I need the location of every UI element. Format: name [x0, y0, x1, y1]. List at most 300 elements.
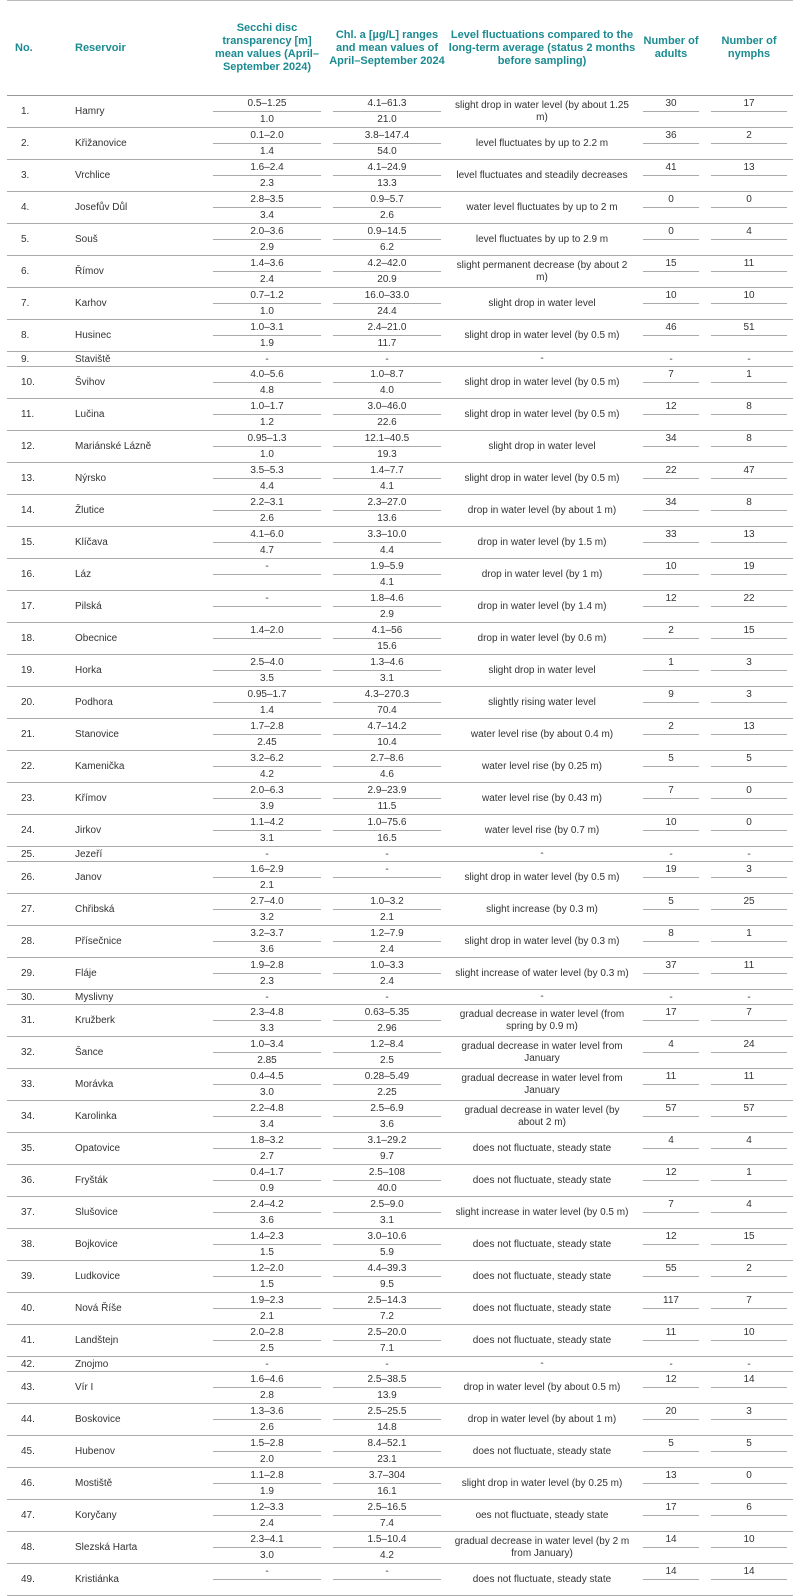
- secchi-cell: [207, 224, 327, 255]
- nymphs-count-value: 5: [711, 751, 787, 767]
- reservoir-name: Nýrsko: [75, 473, 107, 484]
- chl-cell-bottom: 7.4: [380, 1518, 394, 1529]
- level-fluctuation: slight drop in water level (by 0.5 m): [464, 376, 620, 388]
- chl-cell-bottom: 7.1: [380, 1343, 394, 1354]
- row-number: 42.: [21, 1358, 35, 1370]
- row-number: 43.: [21, 1382, 35, 1393]
- reservoir-name: Karolinka: [75, 1111, 117, 1122]
- adults-count: [637, 591, 705, 622]
- chl-cell-bottom: 13.3: [377, 178, 397, 189]
- level-fluctuation: water level rise (by 0.25 m): [481, 760, 603, 772]
- secchi-cell: [207, 1165, 327, 1196]
- table-row: [7, 1069, 793, 1101]
- nymphs-count: [705, 862, 793, 893]
- secchi-cell: [207, 1468, 327, 1499]
- table-row: [7, 719, 793, 751]
- adults-count: [637, 399, 705, 430]
- row-number: 23.: [21, 793, 35, 804]
- nymphs-count: -: [747, 1358, 751, 1370]
- nymphs-count-value: 4: [711, 224, 787, 240]
- nymphs-count: -: [747, 991, 751, 1003]
- level-fluctuation: does not fluctuate, steady state: [472, 1142, 612, 1154]
- chl-cell: [327, 399, 447, 430]
- adults-count: [637, 192, 705, 223]
- nymphs-count-value: 10: [711, 288, 787, 304]
- adults-count-value: 5: [643, 894, 699, 910]
- chl-cell: [327, 655, 447, 686]
- table-row: [7, 431, 793, 463]
- chl-cell: [327, 1069, 447, 1100]
- secchi-cell-bottom: 1.4: [260, 705, 274, 716]
- row-number: 35.: [21, 1143, 35, 1154]
- chl-cell-bottom: 9.5: [380, 1279, 394, 1290]
- secchi-cell: [207, 160, 327, 191]
- chl-cell-bottom: 2.4: [380, 944, 394, 955]
- table-row: [7, 591, 793, 623]
- reservoir-name: Vír I: [75, 1382, 94, 1393]
- table-row: [7, 1325, 793, 1357]
- chl-cell-bottom: 21.0: [377, 114, 397, 125]
- table-row: [7, 527, 793, 559]
- secchi-cell-top: -: [213, 1564, 321, 1580]
- reservoir-name: Josefův Důl: [75, 202, 128, 213]
- chl-cell: [327, 320, 447, 351]
- level-fluctuation: slight drop in water level (by 0.5 m): [464, 871, 620, 883]
- secchi-cell-top: 0.7–1.2: [213, 288, 321, 304]
- nymphs-count: [705, 1133, 793, 1164]
- table-row: [7, 1133, 793, 1165]
- chl-cell-bottom: 4.1: [380, 481, 394, 492]
- row-number: 44.: [21, 1414, 35, 1425]
- adults-count: [637, 1500, 705, 1531]
- secchi-cell-bottom: 3.0: [260, 1087, 274, 1098]
- table-row: [7, 288, 793, 320]
- row-number: 32.: [21, 1047, 35, 1058]
- secchi-cell-bottom: 1.5: [260, 1279, 274, 1290]
- nymphs-count: [705, 1500, 793, 1531]
- row-number: 24.: [21, 825, 35, 836]
- chl-cell-top: 1.0–75.6: [333, 815, 441, 831]
- table-row: [7, 1564, 793, 1596]
- secchi-cell: [207, 1261, 327, 1292]
- reservoir-name: Hubenov: [75, 1446, 116, 1457]
- secchi-cell-bottom: 3.4: [260, 1119, 274, 1130]
- table-row: [7, 1500, 793, 1532]
- secchi-cell-top: 0.95–1.3: [213, 431, 321, 447]
- secchi-cell: [207, 1069, 327, 1100]
- chl-cell: [327, 1436, 447, 1467]
- secchi-cell-top: 2.2–4.8: [213, 1101, 321, 1117]
- row-number: 11.: [21, 409, 35, 420]
- adults-count-value: 20: [643, 1404, 699, 1420]
- secchi-cell: [207, 862, 327, 893]
- row-number: 9.: [21, 353, 30, 365]
- secchi-cell-top: 1.4–2.3: [213, 1229, 321, 1245]
- table-row: [7, 990, 793, 1005]
- secchi-cell: [207, 367, 327, 398]
- table-row: [7, 751, 793, 783]
- adults-count: [637, 926, 705, 957]
- secchi-cell-top: 3.5–5.3: [213, 463, 321, 479]
- secchi-cell-top: 4.0–5.6: [213, 367, 321, 383]
- level-fluctuation: slight permanent decrease (by about 2 m): [456, 259, 628, 283]
- chl-cell-top: 2.5–108: [333, 1165, 441, 1181]
- table-row: [7, 655, 793, 687]
- level-fluctuation: slight drop in water level (by 0.25 m): [461, 1477, 623, 1489]
- nymphs-count-value: 0: [711, 815, 787, 831]
- adults-count-value: 36: [643, 128, 699, 144]
- chl-cell-top: 2.5–14.3: [333, 1293, 441, 1309]
- reservoir-name: Boskovice: [75, 1414, 121, 1425]
- chl-cell-top: 4.1–56: [333, 623, 441, 639]
- adults-count-value: 12: [643, 1229, 699, 1245]
- secchi-cell: [207, 128, 327, 159]
- chl-cell-top: 1.2–8.4: [333, 1037, 441, 1053]
- nymphs-count-value: 11: [711, 256, 787, 272]
- chl-cell-top: 16.0–33.0: [333, 288, 441, 304]
- chl-cell: [327, 751, 447, 782]
- nymphs-count: [705, 128, 793, 159]
- row-number: 1.: [21, 106, 30, 117]
- adults-count-value: 12: [643, 1372, 699, 1388]
- chl-cell: [327, 431, 447, 462]
- reservoir-name: Kružberk: [75, 1015, 116, 1026]
- row-number: 22.: [21, 761, 35, 772]
- adults-count-value: 34: [643, 495, 699, 511]
- reservoir-name: Švihov: [75, 377, 106, 388]
- row-number: 29.: [21, 968, 35, 979]
- chl-cell: [327, 96, 447, 127]
- reservoir-name: Myslivny: [75, 991, 114, 1003]
- chl-cell: [327, 1564, 447, 1595]
- adults-count-value: 37: [643, 958, 699, 974]
- secchi-cell: [207, 431, 327, 462]
- reservoir-name: Klíčava: [75, 537, 108, 548]
- chl-cell-bottom: 3.1: [380, 1215, 394, 1226]
- adults-count-value: 7: [643, 367, 699, 383]
- adults-count: [637, 160, 705, 191]
- chl-cell: [327, 559, 447, 590]
- reservoir-name: Římov: [75, 266, 104, 277]
- chl-cell-top: 1.5–10.4: [333, 1532, 441, 1548]
- secchi-cell: [207, 1372, 327, 1403]
- header-level: Level fluctuations compared to the long-term average (status 2 months before sampling): [448, 28, 636, 67]
- adults-count-value: 8: [643, 926, 699, 942]
- secchi-cell-bottom: [207, 1580, 327, 1595]
- chl-cell: [327, 288, 447, 319]
- secchi-cell-bottom: 1.4: [260, 146, 274, 157]
- nymphs-count: [705, 1468, 793, 1499]
- chl-cell: [327, 256, 447, 287]
- secchi-cell-top: 0.5–1.25: [213, 96, 321, 112]
- reservoir-name: Žlutice: [75, 505, 105, 516]
- adults-count: [637, 1101, 705, 1132]
- nymphs-count-value: 4: [711, 1133, 787, 1149]
- row-number: 39.: [21, 1271, 35, 1282]
- adults-count: [637, 495, 705, 526]
- nymphs-count-value: 11: [711, 958, 787, 974]
- adults-count: [637, 1325, 705, 1356]
- chl-cell: [327, 1325, 447, 1356]
- reservoir-name: Pilská: [75, 601, 102, 612]
- nymphs-count: [705, 399, 793, 430]
- adults-count-value: 14: [643, 1564, 699, 1580]
- secchi-cell-bottom: 2.8: [260, 1390, 274, 1401]
- level-fluctuation: slight drop in water level (by 0.5 m): [464, 408, 620, 420]
- nymphs-count-value: 10: [711, 1532, 787, 1548]
- level-fluctuation: slight drop in water level: [488, 440, 596, 452]
- chl-cell-top: 3.7–304: [333, 1468, 441, 1484]
- adults-count: [637, 687, 705, 718]
- table-row: [7, 926, 793, 958]
- row-number: 25.: [21, 848, 35, 860]
- nymphs-count: [705, 1069, 793, 1100]
- chl-cell-top: 2.5–6.9: [333, 1101, 441, 1117]
- table-row: [7, 1357, 793, 1372]
- nymphs-count-value: 13: [711, 719, 787, 735]
- row-number: 33.: [21, 1079, 35, 1090]
- secchi-cell-bottom: 3.0: [260, 1550, 274, 1561]
- chl-cell-bottom: 11.5: [377, 801, 397, 812]
- reservoir-name: Fláje: [75, 968, 97, 979]
- reservoir-name: Mostiště: [75, 1478, 113, 1489]
- chl-cell-bottom: 20.9: [377, 274, 397, 285]
- row-number: 19.: [21, 665, 35, 676]
- nymphs-count-value: 13: [711, 527, 787, 543]
- chl-cell-bottom: 40.0: [377, 1183, 397, 1194]
- secchi-cell: [207, 527, 327, 558]
- chl-cell: -: [385, 353, 389, 365]
- level-fluctuation: -: [540, 848, 544, 859]
- table-row: [7, 958, 793, 990]
- level-fluctuation: level fluctuates and steadily decreases: [456, 169, 628, 181]
- row-number: 13.: [21, 473, 35, 484]
- secchi-cell-bottom: 2.0: [260, 1454, 274, 1465]
- secchi-cell-bottom: 2.5: [260, 1343, 274, 1354]
- row-number: 34.: [21, 1111, 35, 1122]
- level-fluctuation: water level rise (by 0.43 m): [481, 792, 603, 804]
- row-number: 41.: [21, 1335, 35, 1346]
- secchi-cell-bottom: 3.6: [260, 944, 274, 955]
- secchi-cell: [207, 1005, 327, 1036]
- row-number: 16.: [21, 569, 35, 580]
- adults-count: [637, 1404, 705, 1435]
- reservoir-name: Slezská Harta: [75, 1542, 138, 1553]
- secchi-cell-top: 1.3–3.6: [213, 1404, 321, 1420]
- chl-cell: [327, 926, 447, 957]
- row-number: 38.: [21, 1239, 35, 1250]
- level-fluctuation: slight drop in water level: [488, 664, 596, 676]
- reservoir-name: Láz: [75, 569, 92, 580]
- secchi-cell: [207, 1293, 327, 1324]
- adults-count-value: 12: [643, 591, 699, 607]
- secchi-cell-top: 1.7–2.8: [213, 719, 321, 735]
- adults-count-value: 46: [643, 320, 699, 336]
- level-fluctuation: slight increase in water level (by 0.5 m): [455, 1206, 629, 1218]
- adults-count: [637, 1229, 705, 1260]
- adults-count-value: 0: [643, 224, 699, 240]
- chl-cell: -: [385, 991, 389, 1003]
- adults-count: [637, 751, 705, 782]
- chl-cell: [327, 160, 447, 191]
- reservoir-name: Slušovice: [75, 1207, 118, 1218]
- chl-cell-bottom: 4.6: [380, 769, 394, 780]
- secchi-cell-top: 1.6–4.6: [213, 1372, 321, 1388]
- adults-count-value: 5: [643, 751, 699, 767]
- nymphs-count: [705, 495, 793, 526]
- secchi-cell: [207, 1037, 327, 1068]
- chl-cell: [327, 958, 447, 989]
- level-fluctuation: slight increase (by 0.3 m): [486, 903, 598, 915]
- table-row: [7, 1436, 793, 1468]
- nymphs-count: [705, 1372, 793, 1403]
- chl-cell: [327, 1005, 447, 1036]
- table-header: [7, 1, 793, 96]
- nymphs-count-value: 6: [711, 1500, 787, 1516]
- level-fluctuation: drop in water level (by 0.6 m): [477, 632, 607, 644]
- secchi-cell: [207, 320, 327, 351]
- secchi-cell: -: [265, 353, 269, 365]
- chl-cell-bottom: 2.4: [380, 976, 394, 987]
- secchi-cell-bottom: 1.2: [260, 417, 274, 428]
- secchi-cell-bottom: 2.7: [260, 1151, 274, 1162]
- adults-count: [637, 256, 705, 287]
- chl-cell-top: 12.1–40.5: [333, 431, 441, 447]
- nymphs-count-value: 51: [711, 320, 787, 336]
- secchi-cell: [207, 192, 327, 223]
- secchi-cell-top: 2.7–4.0: [213, 894, 321, 910]
- chl-cell-top: 4.7–14.2: [333, 719, 441, 735]
- chl-cell-top: 2.5–20.0: [333, 1325, 441, 1341]
- nymphs-count: [705, 1165, 793, 1196]
- nymphs-count: [705, 96, 793, 127]
- chl-cell-top: 4.2–42.0: [333, 256, 441, 272]
- nymphs-count-value: 3: [711, 655, 787, 671]
- nymphs-count-value: 57: [711, 1101, 787, 1117]
- chl-cell-top: 2.5–16.5: [333, 1500, 441, 1516]
- nymphs-count-value: 47: [711, 463, 787, 479]
- table-row: [7, 192, 793, 224]
- adults-count-value: 5: [643, 1436, 699, 1452]
- chl-cell-top: 3.8–147.4: [333, 128, 441, 144]
- chl-cell-top: 2.5–38.5: [333, 1372, 441, 1388]
- level-fluctuation: water level rise (by 0.7 m): [484, 824, 600, 836]
- adults-count: [637, 1197, 705, 1228]
- nymphs-count: [705, 288, 793, 319]
- chl-cell-bottom: 19.3: [377, 449, 397, 460]
- secchi-cell: [207, 894, 327, 925]
- chl-cell-top: 1.0–8.7: [333, 367, 441, 383]
- chl-cell: [327, 783, 447, 814]
- nymphs-count-value: 2: [711, 1261, 787, 1277]
- header-chl: Chl. a [µg/L] ranges and mean values of April–September 2024: [329, 28, 445, 67]
- chl-cell-bottom: 23.1: [377, 1454, 397, 1465]
- adults-count: [637, 1069, 705, 1100]
- adults-count-value: 22: [643, 463, 699, 479]
- adults-count: [637, 1165, 705, 1196]
- level-fluctuation: does not fluctuate, steady state: [472, 1334, 612, 1346]
- level-fluctuation: drop in water level (by 1 m): [481, 568, 603, 580]
- chl-cell-bottom: 15.6: [377, 641, 397, 652]
- adults-count: [637, 320, 705, 351]
- reservoir-name: Ludkovice: [75, 1271, 121, 1282]
- secchi-cell: [207, 256, 327, 287]
- secchi-cell: [207, 1101, 327, 1132]
- secchi-cell-bottom: 4.8: [260, 385, 274, 396]
- adults-count-value: 2: [643, 623, 699, 639]
- row-number: 3.: [21, 170, 30, 181]
- secchi-cell-top: 2.3–4.1: [213, 1532, 321, 1548]
- chl-cell: [327, 495, 447, 526]
- chl-cell: [327, 623, 447, 654]
- secchi-cell-bottom: 1.5: [260, 1247, 274, 1258]
- reservoir-name: Staviště: [75, 353, 111, 365]
- secchi-cell-bottom: 2.4: [260, 1518, 274, 1529]
- chl-cell-top: 4.1–24.9: [333, 160, 441, 176]
- table-row: [7, 1229, 793, 1261]
- secchi-cell-top: 1.0–3.1: [213, 320, 321, 336]
- row-number: 36.: [21, 1175, 35, 1186]
- chl-cell-bottom: 2.25: [377, 1087, 397, 1098]
- row-number: 40.: [21, 1303, 35, 1314]
- adults-count: [637, 958, 705, 989]
- adults-count-value: 14: [643, 1532, 699, 1548]
- table-row: [7, 256, 793, 288]
- adults-count: [637, 527, 705, 558]
- nymphs-count: [705, 256, 793, 287]
- row-number: 45.: [21, 1446, 35, 1457]
- chl-cell: [327, 719, 447, 750]
- table-row: [7, 894, 793, 926]
- table-row: [7, 367, 793, 399]
- nymphs-count: [705, 1037, 793, 1068]
- secchi-cell-bottom: 2.3: [260, 976, 274, 987]
- chl-cell-top: -: [333, 1564, 441, 1580]
- chl-cell: [327, 367, 447, 398]
- reservoir-name: Landštejn: [75, 1335, 119, 1346]
- level-fluctuation: -: [540, 991, 544, 1002]
- adults-count: -: [669, 353, 673, 365]
- chl-cell: [327, 1101, 447, 1132]
- nymphs-count: [705, 1005, 793, 1036]
- nymphs-count: [705, 431, 793, 462]
- adults-count-value: 34: [643, 431, 699, 447]
- nymphs-count-value: 14: [711, 1564, 787, 1580]
- nymphs-count-value: 19: [711, 559, 787, 575]
- table-row: [7, 160, 793, 192]
- nymphs-count-value: 1: [711, 926, 787, 942]
- level-fluctuation: drop in water level (by 1.5 m): [477, 536, 607, 548]
- reservoir-name: Karhov: [75, 298, 107, 309]
- reservoir-name: Nová Říše: [75, 1303, 122, 1314]
- nymphs-count-value: 8: [711, 431, 787, 447]
- nymphs-count: [705, 559, 793, 590]
- nymphs-count: [705, 1293, 793, 1324]
- table-row: [7, 1293, 793, 1325]
- table-row: [7, 495, 793, 527]
- chl-cell-bottom: 4.4: [380, 545, 394, 556]
- nymphs-count-value: 13: [711, 160, 787, 176]
- table-row: [7, 1005, 793, 1037]
- secchi-cell-bottom: 2.6: [260, 1422, 274, 1433]
- table-row: [7, 320, 793, 352]
- level-fluctuation: oes not fluctuate, steady state: [475, 1509, 609, 1521]
- secchi-cell-bottom: 3.3: [260, 1023, 274, 1034]
- reservoir-name: Opatovice: [75, 1143, 121, 1154]
- nymphs-count-value: 2: [711, 128, 787, 144]
- secchi-cell: [207, 1436, 327, 1467]
- chl-cell-top: -: [333, 862, 441, 878]
